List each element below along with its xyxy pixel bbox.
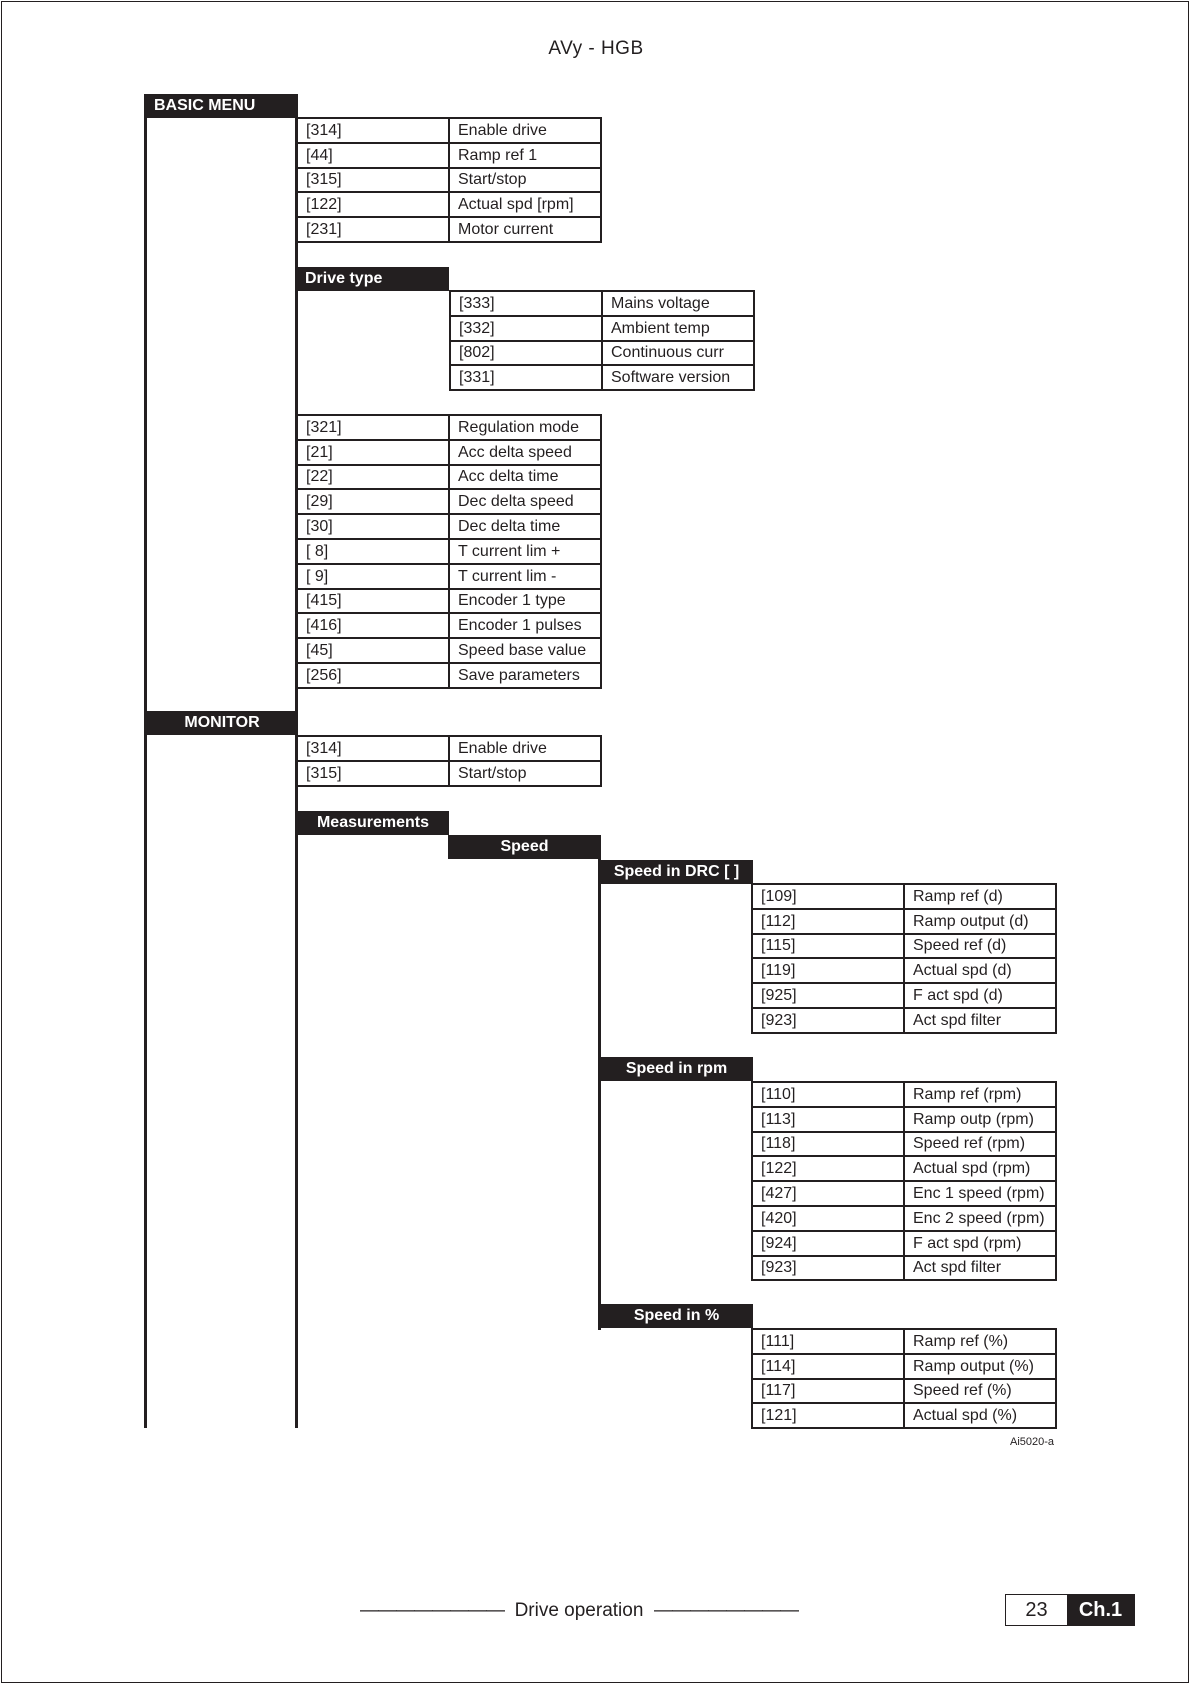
param-name: Enc 2 speed (rpm) <box>904 1206 1056 1231</box>
param-id: [109] <box>752 884 904 909</box>
table-row <box>297 168 601 193</box>
param-name: Ambient temp <box>602 316 754 341</box>
page-number: 23 <box>1025 1599 1048 1621</box>
basic-menu-header: BASIC MENU <box>146 94 298 118</box>
param-name: F act spd (d) <box>904 983 1056 1008</box>
tree-line-level-1 <box>144 94 147 1428</box>
param-name: Ramp ref (rpm) <box>904 1082 1056 1107</box>
param-name: Speed ref (rpm) <box>904 1132 1056 1157</box>
document-title: AVy - HGB <box>548 38 644 59</box>
param-id: [321] <box>297 415 449 440</box>
param-name: Enable drive <box>449 118 601 143</box>
drive-type-params-table <box>449 290 755 391</box>
param-id: [44] <box>297 143 449 168</box>
tree-line-speed <box>598 858 601 1330</box>
table-row <box>297 564 601 589</box>
monitor-params-table <box>296 735 602 787</box>
param-id: [427] <box>752 1181 904 1206</box>
param-id: [924] <box>752 1231 904 1256</box>
param-id: [333] <box>450 291 602 316</box>
param-id: [111] <box>752 1329 904 1354</box>
table-row <box>297 489 601 514</box>
table-row <box>752 1206 1056 1231</box>
param-id: [110] <box>752 1082 904 1107</box>
param-name: Enable drive <box>449 736 601 761</box>
table-row <box>752 958 1056 983</box>
basic-menu-settings-table <box>296 414 602 689</box>
param-name: Ramp ref 1 <box>449 143 601 168</box>
param-id: [117] <box>752 1379 904 1404</box>
param-id: [ 9] <box>297 564 449 589</box>
table-row <box>752 1403 1056 1428</box>
table-row <box>297 761 601 786</box>
param-name: Act spd filter <box>904 1008 1056 1033</box>
param-id: [314] <box>297 736 449 761</box>
param-name: Speed ref (d) <box>904 934 1056 959</box>
param-id: [30] <box>297 514 449 539</box>
table-row <box>297 143 601 168</box>
chapter-label: Ch.1 <box>1067 1595 1134 1625</box>
speed-in-percent-table <box>751 1328 1057 1429</box>
param-name: Actual spd (rpm) <box>904 1156 1056 1181</box>
param-name: Speed base value <box>449 638 601 663</box>
param-id: [923] <box>752 1256 904 1281</box>
param-id: [122] <box>297 192 449 217</box>
param-id: [315] <box>297 168 449 193</box>
param-id: [420] <box>752 1206 904 1231</box>
param-id: [118] <box>752 1132 904 1157</box>
table-row <box>297 589 601 614</box>
figure-code: Ai5020-a <box>1010 1436 1055 1448</box>
footer-dash-right: ———————— <box>653 1600 798 1621</box>
param-id: [45] <box>297 638 449 663</box>
table-row <box>297 613 601 638</box>
param-id: [332] <box>450 316 602 341</box>
param-name: Acc delta time <box>449 465 601 490</box>
table-row <box>752 983 1056 1008</box>
table-row <box>297 736 601 761</box>
table-row <box>752 884 1056 909</box>
param-id: [112] <box>752 909 904 934</box>
param-id: [113] <box>752 1107 904 1132</box>
param-name: Regulation mode <box>449 415 601 440</box>
speed-in-drc-header: Speed in DRC [ ] <box>600 860 753 884</box>
param-name: Software version <box>602 365 754 390</box>
param-id: [115] <box>752 934 904 959</box>
param-name: Ramp outp (rpm) <box>904 1107 1056 1132</box>
table-row <box>752 1354 1056 1379</box>
table-row <box>752 934 1056 959</box>
table-row <box>297 539 601 564</box>
table-row <box>752 1132 1056 1157</box>
table-row <box>297 192 601 217</box>
param-id: [29] <box>297 489 449 514</box>
table-row <box>297 638 601 663</box>
table-row <box>297 118 601 143</box>
param-id: [314] <box>297 118 449 143</box>
table-row <box>752 1379 1056 1404</box>
param-name: Actual spd [rpm] <box>449 192 601 217</box>
param-name: Start/stop <box>449 761 601 786</box>
param-name: Ramp ref (d) <box>904 884 1056 909</box>
param-id: [22] <box>297 465 449 490</box>
param-name: T current lim + <box>449 539 601 564</box>
speed-header: Speed <box>448 835 601 859</box>
drive-type-header: Drive type <box>297 267 449 291</box>
table-row <box>450 365 754 390</box>
table-row <box>752 1329 1056 1354</box>
speed-in-drc-table <box>751 883 1057 1034</box>
table-row <box>297 440 601 465</box>
param-name: Acc delta speed <box>449 440 601 465</box>
param-name: Actual spd (d) <box>904 958 1056 983</box>
param-name: Encoder 1 pulses <box>449 613 601 638</box>
param-id: [923] <box>752 1008 904 1033</box>
param-name: Dec delta time <box>449 514 601 539</box>
table-row <box>752 1256 1056 1281</box>
param-id: [ 8] <box>297 539 449 564</box>
table-row <box>752 909 1056 934</box>
footer-title <box>360 1600 798 1622</box>
table-row <box>752 1008 1056 1033</box>
speed-in-rpm-table <box>751 1081 1057 1281</box>
param-name: Actual spd (%) <box>904 1403 1056 1428</box>
monitor-header: MONITOR <box>146 711 298 735</box>
param-name: Start/stop <box>449 168 601 193</box>
param-name: F act spd (rpm) <box>904 1231 1056 1256</box>
table-row <box>752 1082 1056 1107</box>
param-id: [122] <box>752 1156 904 1181</box>
param-id: [331] <box>450 365 602 390</box>
table-row <box>752 1231 1056 1256</box>
param-id: [231] <box>297 217 449 242</box>
param-id: [416] <box>297 613 449 638</box>
param-name: Encoder 1 type <box>449 589 601 614</box>
param-id: [802] <box>450 341 602 366</box>
measurements-header: Measurements <box>297 811 449 835</box>
param-name: Save parameters <box>449 663 601 688</box>
param-name: Mains voltage <box>602 291 754 316</box>
param-name: Speed ref (%) <box>904 1379 1056 1404</box>
basic-menu-params-table <box>296 117 602 243</box>
param-name: T current lim - <box>449 564 601 589</box>
param-name: Act spd filter <box>904 1256 1056 1281</box>
table-row <box>450 316 754 341</box>
param-id: [121] <box>752 1403 904 1428</box>
page-number-box <box>1005 1594 1135 1626</box>
param-name: Ramp output (%) <box>904 1354 1056 1379</box>
table-row <box>752 1156 1056 1181</box>
param-id: [415] <box>297 589 449 614</box>
footer-dash-left: ———————— <box>360 1600 504 1621</box>
param-name: Dec delta speed <box>449 489 601 514</box>
param-id: [256] <box>297 663 449 688</box>
param-id: [21] <box>297 440 449 465</box>
param-id: [315] <box>297 761 449 786</box>
param-name: Motor current <box>449 217 601 242</box>
table-row <box>752 1181 1056 1206</box>
table-row <box>297 415 601 440</box>
speed-in-percent-header: Speed in % <box>600 1304 753 1328</box>
table-row <box>297 465 601 490</box>
table-row <box>752 1107 1056 1132</box>
table-row <box>297 217 601 242</box>
param-name: Ramp ref (%) <box>904 1329 1056 1354</box>
speed-in-rpm-header: Speed in rpm <box>600 1057 753 1081</box>
table-row <box>450 291 754 316</box>
param-name: Enc 1 speed (rpm) <box>904 1181 1056 1206</box>
table-row <box>450 341 754 366</box>
table-row <box>297 514 601 539</box>
param-name: Continuous curr <box>602 341 754 366</box>
param-name: Ramp output (d) <box>904 909 1056 934</box>
param-id: [119] <box>752 958 904 983</box>
param-id: [925] <box>752 983 904 1008</box>
param-id: [114] <box>752 1354 904 1379</box>
footer-section-title: Drive operation <box>514 1600 644 1621</box>
table-row <box>297 663 601 688</box>
